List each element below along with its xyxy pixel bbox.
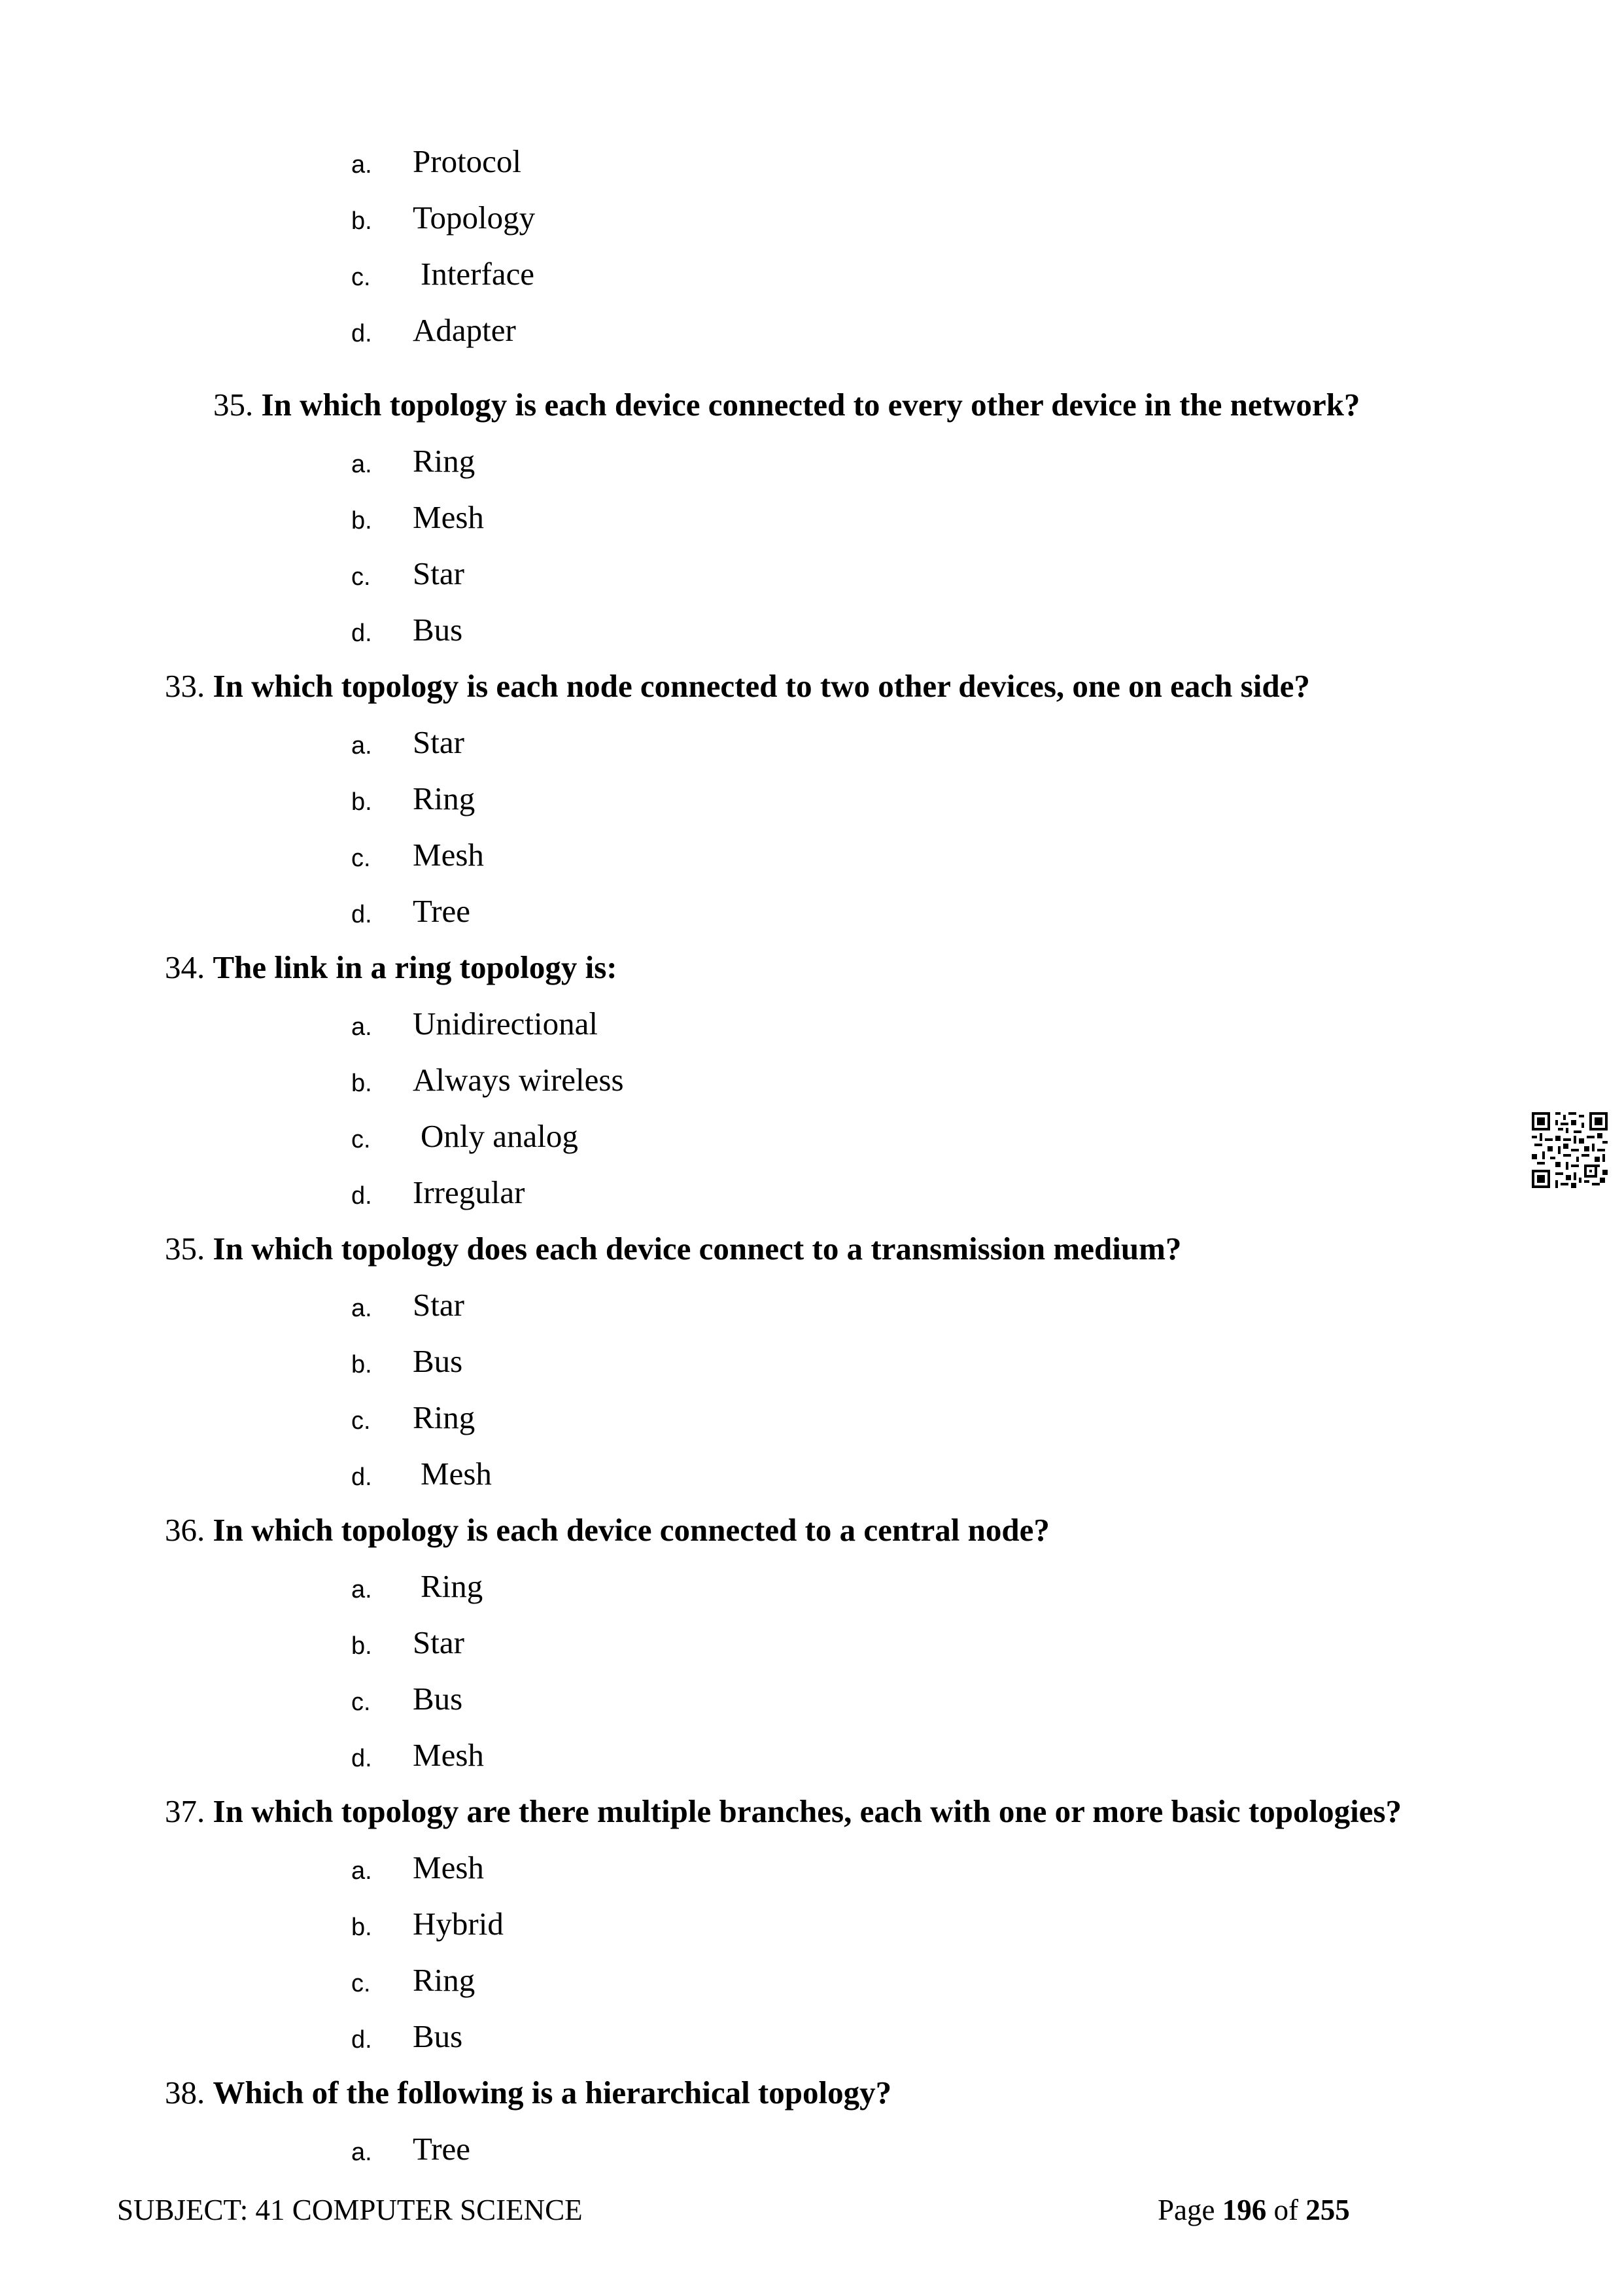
option-label: Tree <box>413 2131 471 2167</box>
option-label: Tree <box>413 893 471 929</box>
option-label: Bus <box>413 2018 463 2054</box>
question-number: 38. <box>165 2075 205 2111</box>
option-letter: d. <box>351 1182 372 1210</box>
option-letter: b. <box>351 207 372 235</box>
option-label: Star <box>413 724 464 760</box>
option-letter: a. <box>351 1295 372 1322</box>
option-label: Interface <box>421 256 535 292</box>
option-letter: c. <box>351 845 371 872</box>
option-label: Protocol <box>413 143 522 179</box>
page-prefix: Page <box>1158 2194 1215 2226</box>
option-label: Only analog <box>421 1118 578 1154</box>
option-label: Ring <box>413 780 475 816</box>
option-label: Topology <box>413 200 536 236</box>
question-text: In which topology is each device connected to a central node? <box>213 1512 1050 1548</box>
option-label: Mesh <box>413 1737 484 1773</box>
option-letter: d. <box>351 320 372 347</box>
option-label: Mesh <box>413 837 484 873</box>
option-letter: d. <box>351 1745 372 1772</box>
option-letter: d. <box>351 1463 372 1491</box>
question-number: 36. <box>165 1512 205 1548</box>
option-letter: b. <box>351 788 372 816</box>
option-letter: a. <box>351 1576 372 1603</box>
option-label: Ring <box>413 1962 475 1998</box>
option-label: Mesh <box>421 1456 492 1492</box>
option-label: Hybrid <box>413 1906 504 1942</box>
option-label: Bus <box>413 1343 463 1379</box>
option-letter: b. <box>351 1070 372 1097</box>
option-letter: c. <box>351 264 371 291</box>
option-label: Star <box>413 555 464 591</box>
option-letter: b. <box>351 1351 372 1378</box>
question-text: In which topology is each device connected to every other device in the network? <box>261 387 1360 423</box>
option-letter: c. <box>351 1970 371 1997</box>
question-heading <box>165 2075 891 2111</box>
option-letter: a. <box>351 151 372 179</box>
option-letter: d. <box>351 901 372 928</box>
option-letter: c. <box>351 1689 371 1716</box>
option-letter: a. <box>351 2139 372 2166</box>
qr-code-icon <box>1532 1112 1608 1188</box>
option-letter: b. <box>351 1914 372 1941</box>
option-label: Mesh <box>413 499 484 535</box>
option-letter: c. <box>351 1126 371 1153</box>
option-label: Always wireless <box>413 1062 624 1098</box>
option-label: Star <box>413 1624 464 1660</box>
question-number: 33. <box>165 668 205 704</box>
question-text: In which topology is each node connected to two other devices, one on each side? <box>213 668 1310 704</box>
option-label: Bus <box>413 612 463 648</box>
question-number: 34. <box>165 949 205 985</box>
option-label: Adapter <box>413 312 516 348</box>
option-label: Unidirectional <box>413 1006 598 1042</box>
option-letter: b. <box>351 1632 372 1660</box>
question-number: 35. <box>213 387 254 423</box>
page-of: of <box>1273 2194 1298 2226</box>
footer-page-number <box>1158 2193 1350 2227</box>
question-text: In which topology does each device connect to a transmission medium? <box>213 1231 1182 1267</box>
question-heading <box>165 949 617 986</box>
option-letter: b. <box>351 507 372 534</box>
option-label: Bus <box>413 1681 463 1717</box>
option-letter: a. <box>351 1857 372 1885</box>
option-letter: c. <box>351 1407 371 1435</box>
question-heading <box>165 668 1310 705</box>
option-letter: a. <box>351 1013 372 1041</box>
question-heading <box>213 387 1360 423</box>
option-letter: a. <box>351 732 372 760</box>
page-current: 196 <box>1222 2194 1267 2226</box>
option-label: Ring <box>413 443 475 479</box>
option-label: Irregular <box>413 1174 525 1210</box>
question-number: 37. <box>165 1793 205 1829</box>
option-label: Ring <box>413 1399 475 1435</box>
question-heading <box>165 1793 1402 1830</box>
option-label: Ring <box>421 1568 483 1604</box>
question-text: The link in a ring topology is: <box>213 949 617 985</box>
question-text: Which of the following is a hierarchical topology? <box>213 2075 892 2111</box>
option-label: Star <box>413 1287 464 1323</box>
option-label: Mesh <box>413 1849 484 1885</box>
question-number: 35. <box>165 1231 205 1267</box>
page-total: 255 <box>1305 2194 1350 2226</box>
option-letter: a. <box>351 451 372 478</box>
option-letter: d. <box>351 2026 372 2054</box>
option-letter: d. <box>351 620 372 647</box>
question-heading <box>165 1512 1050 1549</box>
question-heading <box>165 1231 1181 1267</box>
footer-subject: SUBJECT: 41 COMPUTER SCIENCE <box>117 2194 583 2226</box>
option-letter: c. <box>351 563 371 591</box>
question-text: In which topology are there multiple branches, each with one or more basic topologies? <box>213 1793 1402 1829</box>
